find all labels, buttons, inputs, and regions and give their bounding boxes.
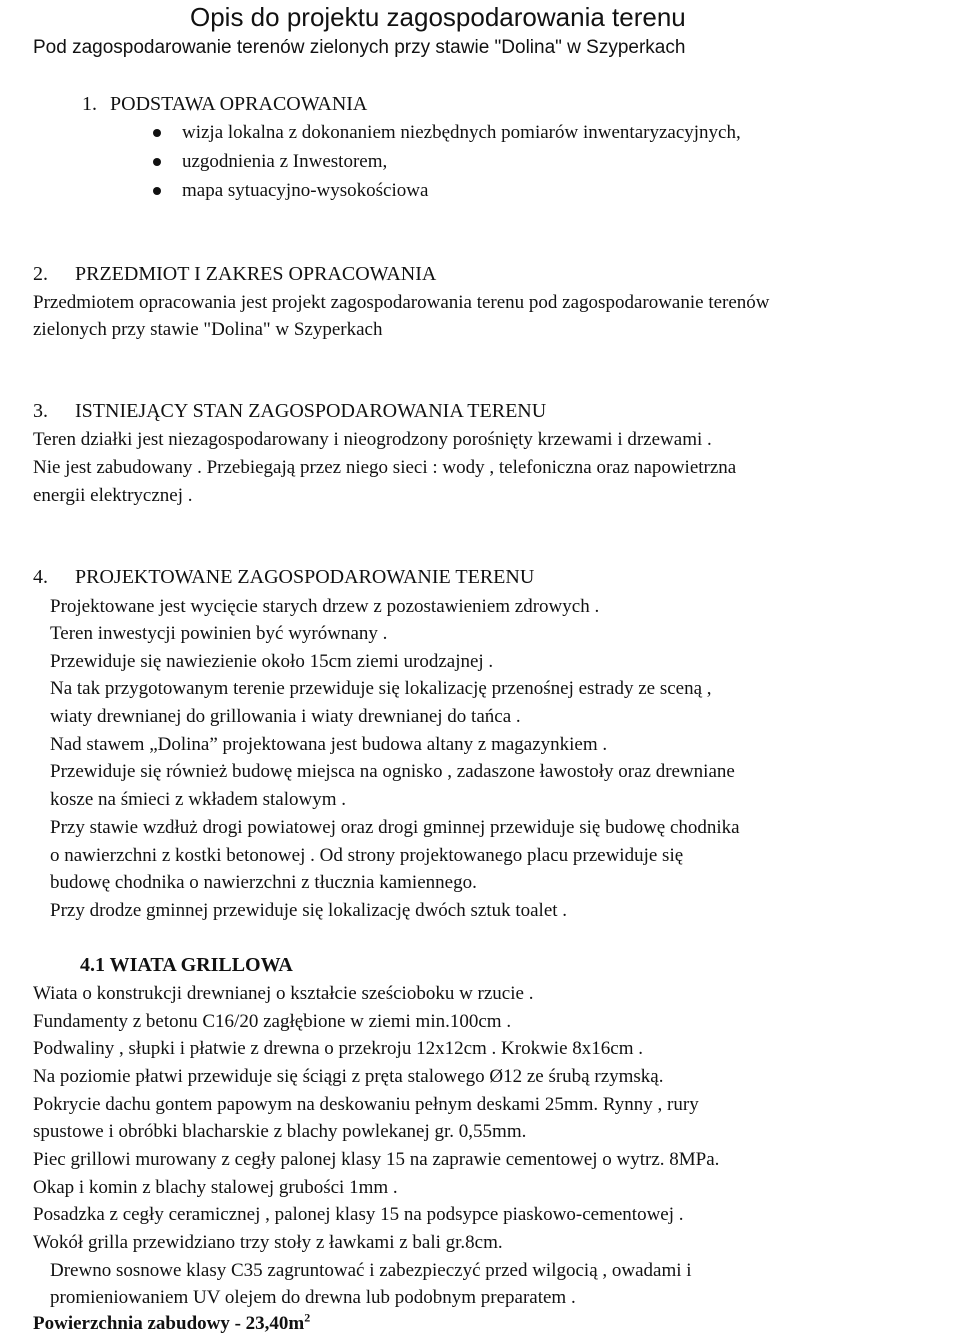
bullet-item: wizja lokalna z dokonaniem niezbędnych pomiarów inwentaryzacyjnych, [182, 122, 741, 143]
section-4-1-heading: 4.1 WIATA GRILLOWA [80, 954, 293, 976]
section-2-number: 2. [33, 263, 48, 285]
paragraph-line: energii elektrycznej . [33, 485, 193, 506]
paragraph-line: Wiata o konstrukcji drewnianej o kształcie sześcioboku w rzucie . [33, 983, 534, 1004]
paragraph-line: Na tak przygotowanym terenie przewiduje się lokalizację przenośnej estrady ze sceną , [50, 678, 712, 699]
section-4-title: PROJEKTOWANE ZAGOSPODAROWANIE TERENU [75, 566, 535, 588]
bullet-dot [153, 129, 161, 137]
paragraph-line: Piec grillowi murowany z cegły palonej klasy 15 na zaprawie cementowej o wytrz. 8MPa. [33, 1149, 720, 1170]
bullet-dot [153, 158, 161, 166]
bullet-dot [153, 187, 161, 195]
paragraph-line: Okap i komin z blachy stalowej grubości 1mm . [33, 1177, 398, 1198]
paragraph-line: Nad stawem „Dolina” projektowana jest budowa altany z magazynkiem . [50, 734, 608, 755]
built-area-label: Powierzchnia zabudowy - 23,40m [33, 1313, 305, 1334]
bullet-item: uzgodnienia z Inwestorem, [182, 151, 388, 172]
paragraph-line: budowę chodnika o nawierzchni z tłucznia kamiennego. [50, 872, 477, 893]
paragraph-line: Teren inwestycji powinien być wyrównany . [50, 623, 388, 644]
paragraph-line: wiaty drewnianej do grillowania i wiaty drewnianej do tańca . [50, 706, 521, 727]
paragraph-line: kosze na śmieci z wkładem stalowym . [50, 789, 347, 810]
paragraph-line: Podwaliny , słupki i płatwie z drewna o przekroju 12x12cm . Krokwie 8x16cm . [33, 1038, 643, 1059]
section-1-number: 1. [82, 93, 97, 115]
paragraph-line: Wokół grilla przewidziano trzy stoły z ławkami z bali gr.8cm. [33, 1232, 503, 1253]
paragraph-line: o nawierzchni z kostki betonowej . Od strony projektowanego placu przewiduje się [50, 845, 684, 866]
paragraph-line: Nie jest zabudowany . Przebiegają przez niego sieci : wody , telefoniczna oraz napowietrzna [33, 457, 737, 478]
paragraph-line: Przewiduje się również budowę miejsca na ognisko , zadaszone ławostoły oraz drewniane [50, 761, 735, 782]
paragraph-line: Na poziomie płatwi przewiduje się ściągi z pręta stalowego Ø12 ze śrubą rzymską. [33, 1066, 664, 1087]
section-4-heading [33, 565, 535, 589]
built-area-summary [33, 1312, 310, 1336]
paragraph-line: Przedmiotem opracowania jest projekt zagospodarowania terenu pod zagospodarowanie terenów [33, 292, 770, 313]
paragraph-line: Projektowane jest wycięcie starych drzew z pozostawieniem zdrowych . [50, 596, 600, 617]
paragraph-line: promieniowaniem UV olejem do drewna lub podobnym preparatem . [50, 1287, 576, 1308]
built-area-superscript: 2 [304, 1310, 311, 1325]
paragraph-line: Przy stawie wzdłuż drogi powiatowej oraz drogi gminnej przewiduje się budowę chodnika [50, 817, 740, 838]
section-3-number: 3. [33, 400, 48, 422]
section-3-title: ISTNIEJĄCY STAN ZAGOSPODAROWANIA TERENU [75, 400, 547, 422]
section-1-title: PODSTAWA OPRACOWANIA [110, 93, 368, 115]
section-2-title: PRZEDMIOT I ZAKRES OPRACOWANIA [75, 263, 437, 285]
document-subtitle: Pod zagospodarowanie terenów zielonych przy stawie "Dolina" w Szyperkach [33, 37, 686, 58]
paragraph-line: Fundamenty z betonu C16/20 zagłębione w ziemi min.100cm . [33, 1011, 512, 1032]
section-3-heading [33, 399, 547, 423]
section-4-number: 4. [33, 566, 48, 588]
paragraph-line: Teren działki jest niezagospodarowany i nieogrodzony porośnięty krzewami i drzewami . [33, 429, 712, 450]
bullet-item: mapa sytuacyjno-wysokościowa [182, 180, 429, 201]
paragraph-line: Przy drodze gminnej przewiduje się lokalizację dwóch sztuk toalet . [50, 900, 568, 921]
section-1-heading [82, 92, 367, 116]
paragraph-line: Posadzka z cegły ceramicznej , palonej klasy 15 na podsypce piaskowo-cementowej . [33, 1204, 684, 1225]
paragraph-line: spustowe i obróbki blacharskie z blachy powlekanej gr. 0,55mm. [33, 1121, 527, 1142]
paragraph-line: zielonych przy stawie "Dolina" w Szyperkach [33, 319, 383, 340]
document-title: Opis do projektu zagospodarowania terenu [190, 2, 686, 32]
paragraph-line: Przewiduje się nawiezienie około 15cm ziemi urodzajnej . [50, 651, 494, 672]
paragraph-line: Drewno sosnowe klasy C35 zagruntować i zabezpieczyć przed wilgocią , owadami i [50, 1260, 692, 1281]
paragraph-line: Pokrycie dachu gontem papowym na deskowaniu pełnym deskami 25mm. Rynny , rury [33, 1094, 699, 1115]
section-2-heading [33, 262, 437, 286]
